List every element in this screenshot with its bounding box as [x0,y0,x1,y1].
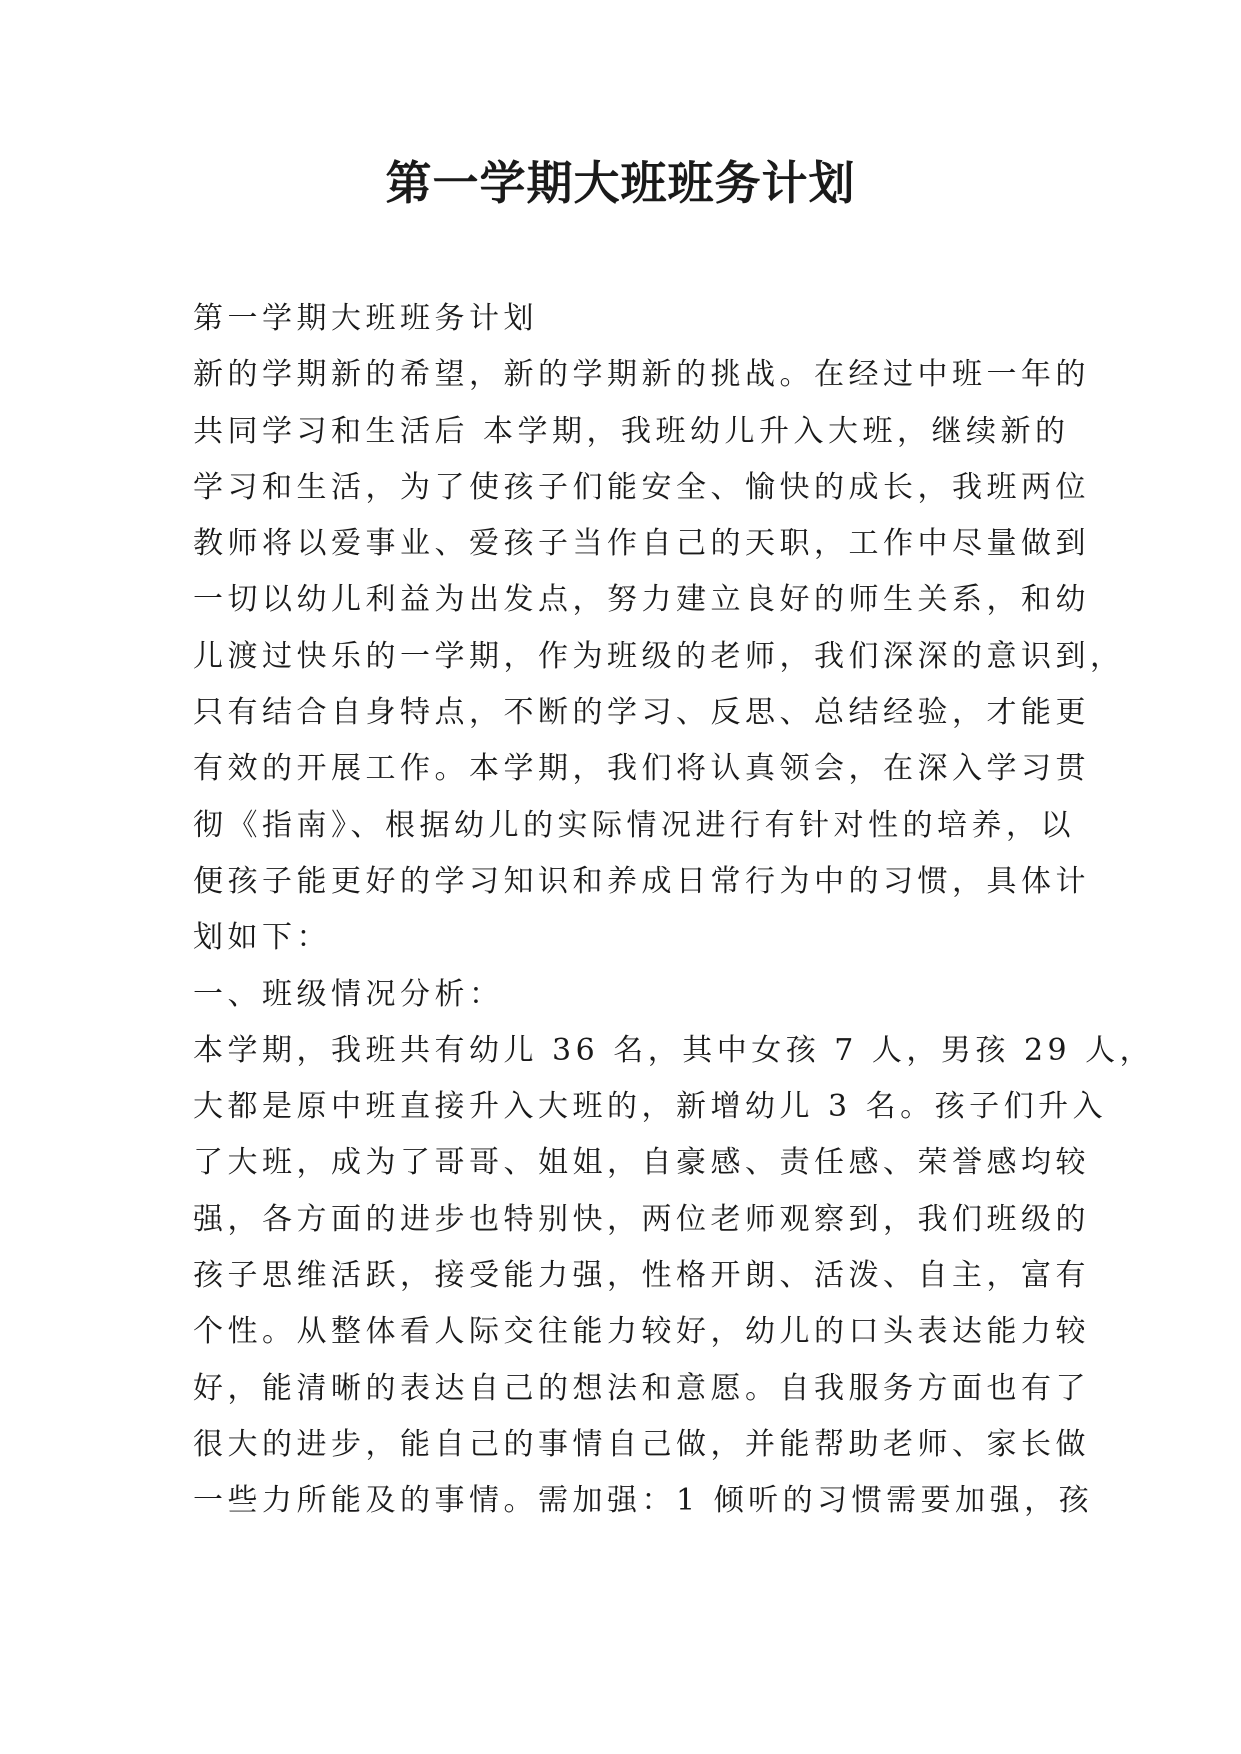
body-line: 很大的进步，能自己的事情自己做，并能帮助老师、家长做 [193,1426,1090,1462]
body-line: 孩子思维活跃，接受能力强，性格开朗、活泼、自主，富有 [193,1258,1090,1294]
section-heading: 一、班级情况分析： [193,976,504,1012]
body-line: 本学期，我班共有幼儿 36 名，其中女孩 7 人，男孩 29 人， [193,1032,1155,1068]
body-line: 新的学期新的希望，新的学期新的挑战。在经过中班一年的 [193,357,1090,393]
body-line: 一些力所能及的事情。需加强：1 倾听的习惯需要加强，孩 [193,1483,1094,1519]
body-line: 第一学期大班班务计划 [193,301,538,336]
body-line: 强，各方面的进步也特别快，两位老师观察到，我们班级的 [193,1201,1090,1237]
body-line: 划如下： [193,920,331,956]
body-line: 教师将以爱事业、爱孩子当作自己的天职，工作中尽量做到 [193,526,1090,562]
body-line: 只有结合自身特点，不断的学习、反思、总结经验，才能更 [193,695,1090,731]
document-title: 第一学期大班班务计划 [385,156,856,210]
body-line: 有效的开展工作。本学期，我们将认真领会，在深入学习贯 [193,751,1090,787]
body-line: 了大班，成为了哥哥、姐姐，自豪感、责任感、荣誉感均较 [193,1145,1090,1181]
body-line: 大都是原中班直接升入大班的，新增幼儿 3 名。孩子们升入 [193,1089,1108,1125]
body-line: 个性。从整体看人际交往能力较好，幼儿的口头表达能力较 [193,1314,1090,1350]
document-body [193,291,1155,1530]
body-line: 学习和生活，为了使孩子们能安全、愉快的成长，我班两位 [193,469,1090,505]
body-line: 便孩子能更好的学习知识和养成日常行为中的习惯，具体计 [193,863,1090,899]
body-line: 一切以幼儿利益为出发点，努力建立良好的师生关系，和幼 [193,582,1090,618]
body-line: 彻《指南》、根据幼儿的实际情况进行有针对性的培养，以 [193,807,1075,843]
body-line: 儿渡过快乐的一学期，作为班级的老师，我们深深的意识到， [193,638,1125,674]
body-line: 好，能清晰的表达自己的想法和意愿。自我服务方面也有了 [193,1370,1090,1406]
body-line: 共同学习和生活后 本学期，我班幼儿升入大班，继续新的 [193,413,1070,449]
